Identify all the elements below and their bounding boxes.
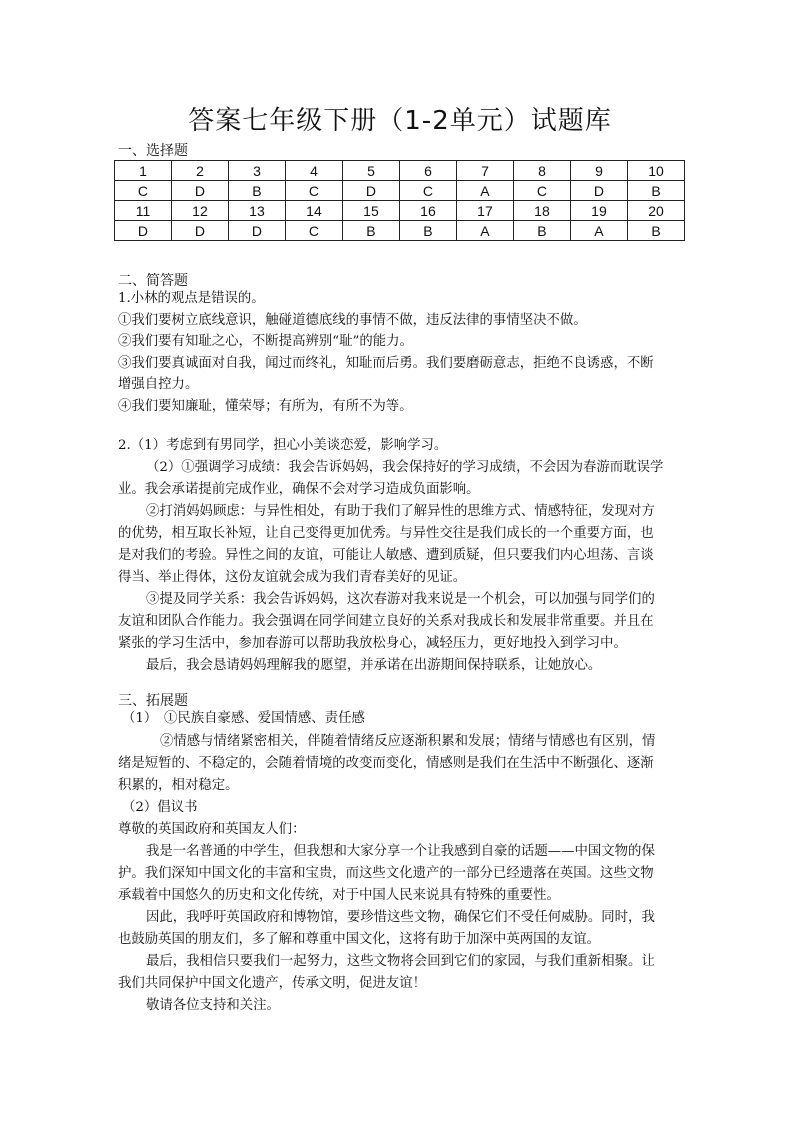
answer-line: （2）①强调学习成绩：我会告诉妈妈，我会保持好的学习成绩，不会因为春游而耽误学 <box>146 460 664 475</box>
answer-table-row <box>115 181 685 201</box>
answer-table-cell: D <box>171 221 228 241</box>
answer-table-cell: C <box>285 221 342 241</box>
answer-line: 最后，我相信只要我们一起努力，这些文物将会回到它们的家园，与我们重新相聚。让 <box>146 954 655 969</box>
answer-table-cell: 12 <box>171 201 228 221</box>
answer-line: ④我们要知廉耻，懂荣辱；有所为，有所不为等。 <box>118 399 413 414</box>
answer-table-cell: B <box>627 181 684 201</box>
answer-line: 积累的，相对稳定。 <box>118 778 239 793</box>
answer-line: 紧张的学习生活中，参加春游可以帮助我放松身心，减轻压力，更好地投入到学习中。 <box>118 636 627 651</box>
answer-table-row <box>115 161 685 181</box>
answer-table-row <box>115 201 685 221</box>
answer-table-cell: A <box>570 221 627 241</box>
answer-table-cell: B <box>399 221 456 241</box>
answer-table <box>114 160 685 241</box>
answer-table-cell: C <box>115 181 172 201</box>
answer-line: 因此，我呼吁英国政府和博物馆，要珍惜这些文物，确保它们不受任何威胁。同时，我 <box>146 910 655 925</box>
answer-line: 敬请各位支持和关注。 <box>146 998 280 1013</box>
answer-table-cell: 19 <box>570 201 627 221</box>
answer-table-cell: 10 <box>627 161 684 181</box>
answer-table-cell: 1 <box>115 161 172 181</box>
answer-table-cell: D <box>228 221 285 241</box>
answer-table-cell: B <box>513 221 570 241</box>
answer-table-cell: D <box>115 221 172 241</box>
section-heading-choice: 一、选择题 <box>118 143 188 159</box>
answer-table-cell: 18 <box>513 201 570 221</box>
answer-table-cell: 20 <box>627 201 684 221</box>
answer-line: 我是一名普通的中学生，但我想和大家分享一个让我感到自豪的话题——中国文物的保 <box>146 844 655 859</box>
answer-table-cell: 15 <box>342 201 399 221</box>
page-title: 答案七年级下册（1-2单元）试题库 <box>188 106 612 136</box>
answer-line: 增强自控力。 <box>118 377 199 392</box>
answer-line: ②情感与情绪紧密相关，伴随着情绪反应逐渐积累和发展；情绪与情感也有区别，情 <box>160 734 656 749</box>
answer-table-cell: 2 <box>171 161 228 181</box>
answer-line: 业。我会承诺提前完成作业，确保不会对学习造成负面影响。 <box>118 482 480 497</box>
answer-line: ②我们要有知耻之心，不断提高辨别“耻”的能力。 <box>118 334 413 349</box>
answer-table-cell: 11 <box>115 201 172 221</box>
answer-line: ③我们要真诚面对自我，闻过而终礼，知耻而后勇。我们要磨砺意志，拒绝不良诱惑，不断 <box>118 356 654 371</box>
answer-table-cell: 5 <box>342 161 399 181</box>
answer-table-cell: 6 <box>399 161 456 181</box>
answer-line: 友谊和团队合作能力。我会强调在同学间建立良好的关系对我成长和发展非常重要。并且在 <box>118 614 654 629</box>
answer-table-cell: D <box>570 181 627 201</box>
answer-line: 绪是短暂的、不稳定的，会随着情境的改变而变化，情感则是我们在生活中不断强化、逐渐 <box>118 756 654 771</box>
answer-line: 1.小林的观点是错误的。 <box>118 291 265 306</box>
answer-table-cell: A <box>456 221 513 241</box>
answer-line: 也鼓励英国的朋友们，多了解和尊重中国文化，这将有助于加深中英两国的友谊。 <box>118 932 601 947</box>
answer-table-cell: B <box>342 221 399 241</box>
answer-line: ①我们要树立底线意识，触碰道德底线的事情不做，违反法律的事情坚决不做。 <box>118 313 587 328</box>
answer-line: 得当、举止得体，这份友谊就会成为我们青春美好的见证。 <box>118 570 467 585</box>
answer-table-cell: 13 <box>228 201 285 221</box>
answer-table-cell: 17 <box>456 201 513 221</box>
answer-line: ②打消妈妈顾虑：与异性相处，有助于我们了解异性的思维方式、情感特征，发现对方 <box>146 504 655 519</box>
answer-line: （2）倡议书 <box>122 800 198 815</box>
answer-table-cell: 7 <box>456 161 513 181</box>
answer-table-cell: 3 <box>228 161 285 181</box>
answer-table-cell: 14 <box>285 201 342 221</box>
answer-line: 2.（1）考虑到有男同学，担心小美谈恋爱，影响学习。 <box>118 438 448 453</box>
answer-line: ③提及同学关系：我会告诉妈妈，这次春游对我来说是一个机会，可以加强与同学们的 <box>146 592 655 607</box>
answer-table-cell: 8 <box>513 161 570 181</box>
answer-table-cell: C <box>399 181 456 201</box>
answer-table-cell: D <box>342 181 399 201</box>
section-heading-extension: 三、拓展题 <box>118 693 188 709</box>
answer-table-cell: 4 <box>285 161 342 181</box>
answer-table-cell: D <box>171 181 228 201</box>
answer-line: 承载着中国悠久的历史和文化传统，对于中国人民来说具有特殊的重要性。 <box>118 888 560 903</box>
answer-table-row <box>115 221 685 241</box>
answer-table-cell: A <box>456 181 513 201</box>
answer-line: 是对我们的考验。异性之间的友谊，可能让人敏感、遭到质疑，但只要我们内心坦荡、言谈 <box>118 548 654 563</box>
answer-table-cell: 9 <box>570 161 627 181</box>
answer-line: 最后，我会恳请妈妈理解我的愿望，并承诺在出游期间保持联系，让她放心。 <box>146 658 602 673</box>
answer-table-cell: B <box>627 221 684 241</box>
answer-line: 尊敬的英国政府和英国友人们： <box>118 822 306 837</box>
answer-line: 我们共同保护中国文化遗产，传承文明，促进友谊！ <box>118 976 426 991</box>
answer-table-cell: C <box>513 181 570 201</box>
answer-line: 护。我们深知中国文化的丰富和宝贵，而这些文化遗产的一部分已经遗落在英国。这些文物 <box>118 866 654 881</box>
answer-table-cell: 16 <box>399 201 456 221</box>
answer-table-cell: C <box>285 181 342 201</box>
answer-table-cell: B <box>228 181 285 201</box>
answer-line: 的优势，相互取长补短，让自己变得更加优秀。与异性交往是我们成长的一个重要方面，也 <box>118 526 654 541</box>
section-heading-short-answer: 二、简答题 <box>118 273 188 289</box>
answer-line: （1） ①民族自豪感、爱国情感、责任感 <box>122 711 365 726</box>
